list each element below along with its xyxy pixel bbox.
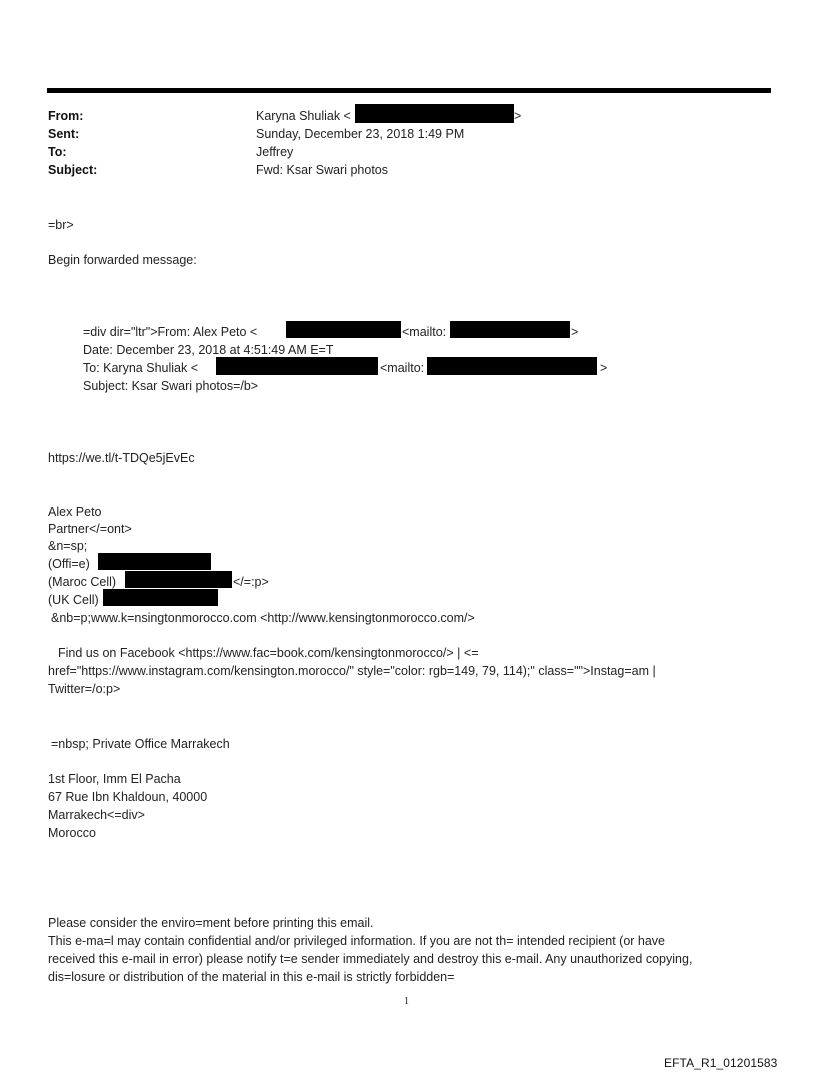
redaction-box <box>450 321 570 338</box>
fwd-from-mailto: <mailto: <box>402 325 447 339</box>
fwd-to: To: Karyna Shuliak < <box>83 361 198 375</box>
sent-label: Sent: <box>48 127 80 141</box>
from-label: From: <box>48 109 84 123</box>
sig-nbsp: &n=sp; <box>48 539 88 553</box>
sig-maroc: (Maroc Cell) <box>48 575 117 589</box>
sig-office: (Offi=e) <box>48 557 90 571</box>
sig-maroc-tail: </=:p> <box>233 575 269 589</box>
sig-web: &nb=p;www.k=nsingtonmorocco.com <http://www.kensingtonmorocco.com/> <box>51 611 475 625</box>
disclaimer-line-2: received this e-mail in error) please notify t=e sender immediately and destroy this e-mail. Any unauthorized copying, <box>48 952 693 966</box>
page-number: 1 <box>404 996 409 1007</box>
begin-forwarded: Begin forwarded message: <box>48 253 197 267</box>
fwd-from: =div dir="ltr">From: Alex Peto < <box>83 325 258 339</box>
fwd-from-close: > <box>571 325 579 339</box>
redaction-box <box>355 104 514 123</box>
document-id: EFTA_R1_01201583 <box>664 1056 778 1070</box>
br-line: =br> <box>48 218 74 232</box>
to-value: Jeffrey <box>256 145 294 159</box>
sent-value: Sunday, December 23, 2018 1:49 PM <box>256 127 465 141</box>
redaction-box <box>216 357 378 375</box>
sig-title: Partner</=ont> <box>48 522 132 536</box>
social-line-2: href="https://www.instagram.com/kensington.morocco/" style="color: rgb=149, 79, 114);" class="">Instag=am | <box>48 664 656 678</box>
disclaimer-line-1: This e-ma=l may contain confidential and/or privileged information. If you are not th= intended recipient (or have <box>48 934 666 948</box>
redaction-box <box>98 553 211 570</box>
from-value <box>256 108 351 124</box>
social-line-3: Twitter=/o:p> <box>48 682 121 696</box>
social-line-1: Find us on Facebook <https://www.fac=book.com/kensingtonmorocco/> | <= <box>58 646 479 660</box>
address-line-3: Marrakech<=div> <box>48 808 145 822</box>
transfer-link[interactable]: https://we.tl/t-TDQe5jEvEc <box>48 451 195 465</box>
fwd-subject: Subject: Ksar Swari photos=/b> <box>83 379 259 393</box>
header-rule <box>47 88 771 93</box>
fwd-to-close: > <box>600 361 608 375</box>
office-name: =nbsp; Private Office Marrakech <box>51 737 230 751</box>
subject-label: Subject: <box>48 163 98 177</box>
address-line-1: 1st Floor, Imm El Pacha <box>48 772 181 786</box>
fwd-to-mailto: <mailto: <box>380 361 425 375</box>
redaction-box <box>103 589 218 606</box>
redaction-box <box>125 571 232 588</box>
environment-note: Please consider the enviro=ment before printing this email. <box>48 916 374 930</box>
redaction-box <box>286 321 401 338</box>
to-label: To: <box>48 145 67 159</box>
from-name: Karyna Shuliak < <box>256 109 351 123</box>
sig-name: Alex Peto <box>48 505 102 519</box>
address-line-4: Morocco <box>48 826 96 840</box>
fwd-date: Date: December 23, 2018 at 4:51:49 AM E=T <box>83 343 334 357</box>
sig-uk: (UK Cell) <box>48 593 99 607</box>
from-close: > <box>514 109 522 123</box>
redaction-box <box>427 357 597 375</box>
address-line-2: 67 Rue Ibn Khaldoun, 40000 <box>48 790 208 804</box>
subject-value: Fwd: Ksar Swari photos <box>256 163 388 177</box>
disclaimer-line-3: dis=losure or distribution of the material in this e-mail is strictly forbidden= <box>48 970 455 984</box>
